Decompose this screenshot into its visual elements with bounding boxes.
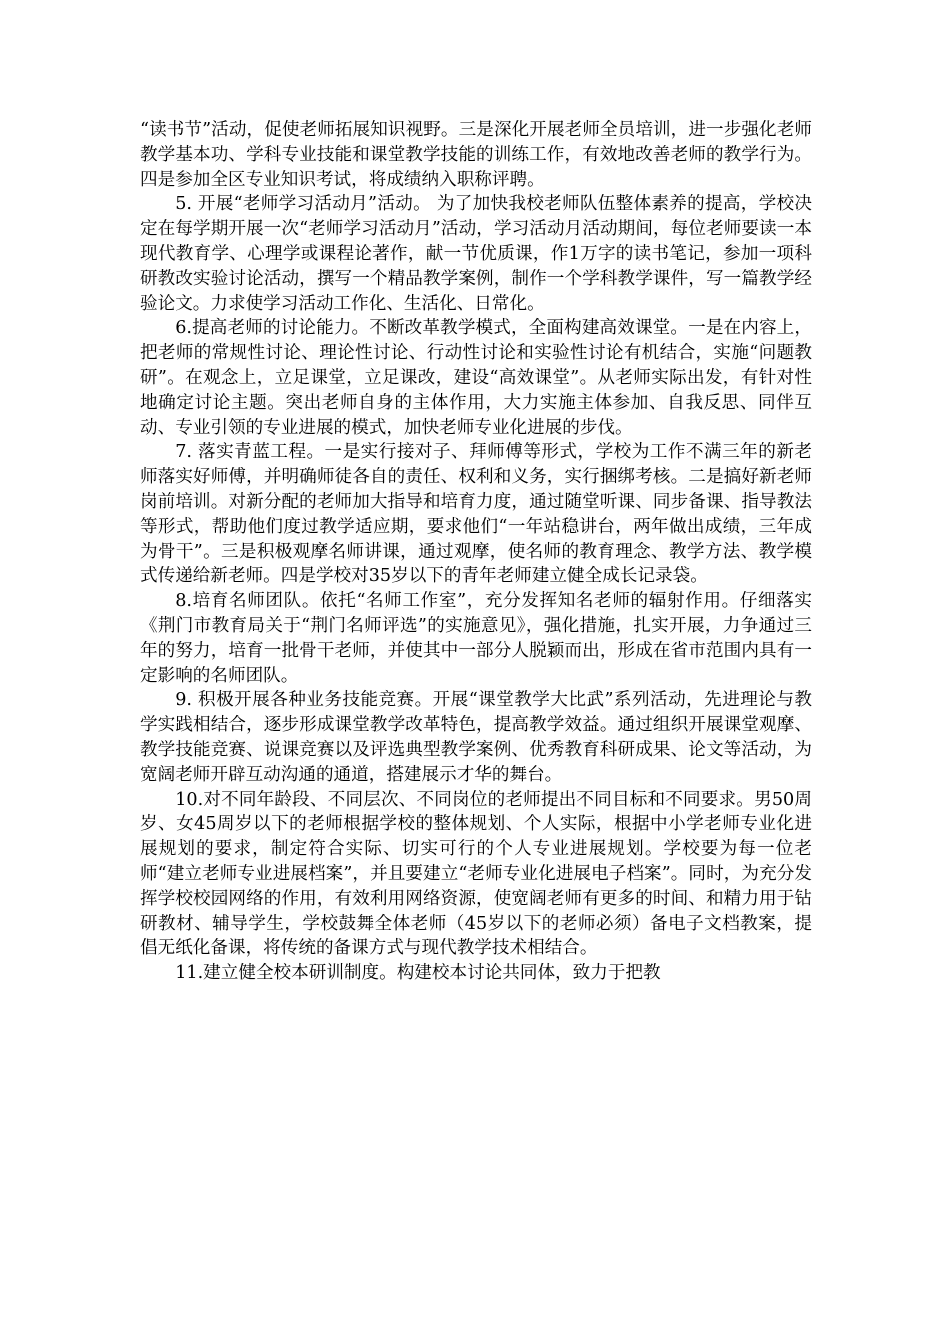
paragraph-item-11: 11.建立健全校本研训制度。构建校本讨论共同体，致力于把教	[175, 963, 661, 984]
paragraph-item-8: 8.培育名师团队。依托“名师工作室”，充分发挥知名老师的辐射作用。仔细落实《荆门市教育局关于“荆门名师评选”的实施意见》，强化措施，扎实开展，力争通过三年的努力，培育一批骨干老师，并使其中一部分人脱颖而出，形成在省市范围内具有一定影响的名师团队。	[140, 591, 812, 686]
paragraph-item-10: 10.对不同年龄段、不同层次、不同岗位的老师提出不同目标和不同要求。男50周岁、女45周岁以下的老师根据学校的整体规划、个人实际，根据中小学老师专业化进展规划的要求，制定符合实际、切实可行的个人专业进展规划。学校要为每一位老师“建立老师专业进展档案”，并且要建立“老师专业化进展电子档案”。同时，为充分发挥学校校园网络的作用，有效利用网络资源，使宽阔老师有更多的时间、和精力用于钻研教材、辅导学生，学校鼓舞全体老师（45岁以下的老师必须）备电子文档教案，提倡无纸化备课，将传统的备课方式与现代教学技术相结合。	[140, 789, 812, 959]
paragraph-item-7: 7. 落实青蓝工程。一是实行接对子、拜师傅等形式，学校为工作不满三年的新老师落实好师傅，并明确师徒各自的责任、权利和义务，实行捆绑考核。二是搞好新老师岗前培训。对新分配的老师加大指导和培育力度，通过随堂听课、同步备课、指导教法等形式，帮助他们度过教学适应期，要求他们“一年站稳讲台，两年做出成绩，三年成为骨干”。三是积极观摩名师讲课，通过观摩，使名师的教育理念、教学方法、教学模式传递给新老师。四是学校对35岁以下的青年老师建立健全成长记录袋。	[140, 442, 812, 587]
paragraph-item-6: 6.提高老师的讨论能力。不断改革教学模式，全面构建高效课堂。一是在内容上，把老师的常规性讨论、理论性讨论、行动性讨论和实验性讨论有机结合，实施“问题教研”。在观念上，立足课堂，立足课改，建设“高效课堂”。从老师实际出发，有针对性地确定讨论主题。突出老师自身的主体作用，大力实施主体参加、自我反思、同伴互动、专业引领的专业进展的模式，加快老师专业化进展的步伐。	[140, 318, 812, 438]
paragraph-item-9: 9. 积极开展各种业务技能竞赛。开展“课堂教学大比武”系列活动，先进理论与教学实践相结合，逐步形成课堂教学改革特色，提高教学效益。通过组织开展课堂观摩、教学技能竞赛、说课竞赛以及评选典型教学案例、优秀教育科研成果、论文等活动，为宽阔老师开辟互动沟通的通道，搭建展示才华的舞台。	[140, 690, 812, 785]
paragraph-item-5: 5. 开展“老师学习活动月”活动。 为了加快我校老师队伍整体素养的提高，学校决定在每学期开展一次“老师学习活动月”活动，学习活动月活动期间，每位老师要读一本现代教育学、心理学或课程论著作，献一节优质课，作1万字的读书笔记，参加一项科研教改实验讨论活动，撰写一个精品教学案例，制作一个学科教学课件，写一篇教学经验论文。力求使学习活动工作化、生活化、日常化。	[140, 194, 812, 314]
document-body	[140, 118, 812, 986]
paragraph-reading-festival: “读书节”活动，促使老师拓展知识视野。三是深化开展老师全员培训，进一步强化老师教学基本功、学科专业技能和课堂教学技能的训练工作，有效地改善老师的教学行为。四是参加全区专业知识考试，将成绩纳入职称评聘。	[140, 120, 812, 190]
